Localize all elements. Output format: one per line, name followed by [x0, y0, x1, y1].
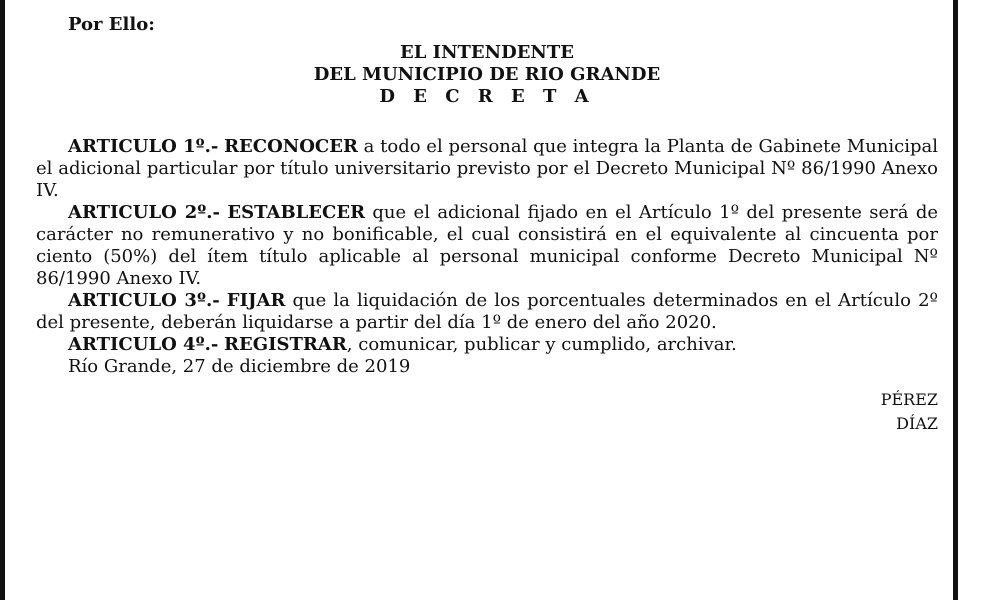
signature-diaz: DÍAZ — [896, 414, 938, 433]
article-1-label: ARTICULO 1º.- — [68, 136, 219, 157]
place-date: Río Grande, 27 de diciembre de 2019 — [68, 356, 411, 377]
article-3-label: ARTICULO 3º.- — [68, 290, 220, 311]
signatures — [36, 388, 938, 436]
article-4-verb: REGISTRAR — [224, 334, 347, 355]
article-3 — [36, 290, 938, 334]
decree-document — [36, 14, 938, 436]
article-2-verb: ESTABLECER — [227, 202, 366, 223]
article-2-label: ARTICULO 2º.- — [68, 202, 220, 223]
article-1-verb: RECONOCER — [224, 136, 358, 157]
article-2 — [36, 202, 938, 290]
article-3-verb: FIJAR — [226, 290, 286, 311]
heading-line-3: D E C R E T A — [379, 86, 595, 107]
articles — [36, 136, 938, 356]
heading-line-2: DEL MUNICIPIO DE RIO GRANDE — [313, 64, 661, 85]
article-3-text: que la liquidación de los porcentuales determinados en el Artículo 2º del presente, deberán liquidarse a partir del día 1º de enero del año 2020. — [36, 290, 938, 333]
article-1-text: a todo el personal que integra la Planta de Gabinete Municipal el adicional particular por título universitario previsto por el Decreto Municipal Nº 86/1990 Anexo IV. — [36, 136, 939, 201]
article-1 — [36, 136, 938, 202]
signature-perez: PÉREZ — [880, 390, 938, 409]
article-4-text: , comunicar, publicar y cumplido, archivar. — [346, 334, 737, 355]
article-2-text: que el adicional fijado en el Artículo 1º del presente será de carácter no remunerativo y no bonificable, el cual consistirá en el equivalente al cincuenta por ciento (50%) del ítem título aplicable al personal municipal conforme Decreto Municipal Nº 86/1990 Anexo IV. — [36, 202, 938, 289]
decree-heading — [36, 42, 938, 108]
heading-line-1: EL INTENDENTE — [400, 42, 574, 63]
intro-text: Por Ello: — [68, 14, 155, 35]
article-4 — [36, 334, 938, 356]
article-4-label: ARTICULO 4º.- — [68, 334, 219, 355]
